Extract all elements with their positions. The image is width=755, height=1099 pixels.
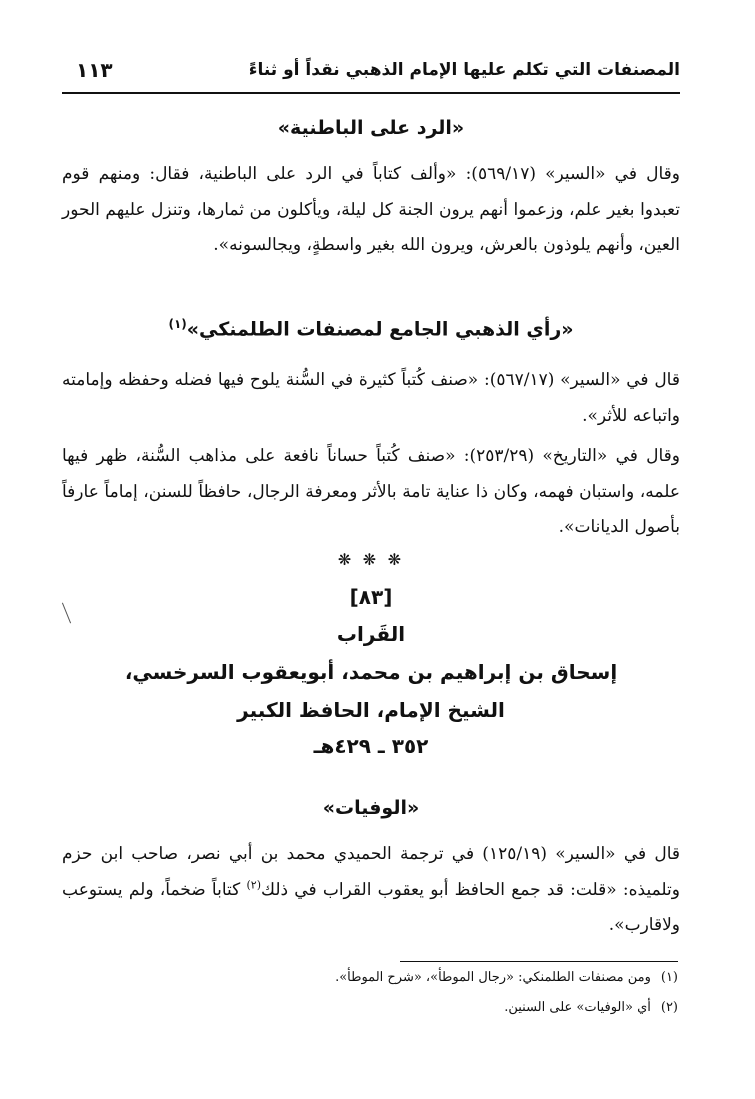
footnote-divider [400, 961, 678, 962]
entry-name: إسحاق بن إبراهيم بن محمد، أبويعقوب السرخسي، [124, 660, 618, 684]
section-separator: ❋ ❋ ❋ [337, 550, 405, 569]
paragraph-batiniyya: وقال في «السير» (٥٦٩/١٧): «وألف كتاباً في الرد على الباطنية، فقال: ومنهم قوم تعبدوا بغير علم، وزعموا أنهم يرون الجنة كل ليلة، ويأكلون من ثمارها، وتنزل عليهم الحور العين، وأنهم يلوذون بالعرش، ويرون الله بغير واسطةٍ، ويجالسونه». [62, 164, 680, 255]
footnote-number: (٢) [660, 1000, 678, 1015]
paragraph-tarikh-talamanki: وقال في «التاريخ» (٢٥٣/٢٩): «صنف كُتباً حساناً نافعة على مذاهب السُّنة، ظهر فيها علمه، واستبان فهمه، وكان ذا عناية تامة بالأثر ومعرفة الرجال، حافظاً للسنن، إماماً عارفاً بأصول الديانات». [62, 446, 680, 537]
footnote-1 [62, 970, 678, 985]
footnote-2 [62, 1000, 678, 1015]
paragraph-text-part2: كتاباً ضخماً، ولم يستوعب ولاقارب». [62, 879, 680, 935]
page-number: ١١٣ [76, 58, 113, 82]
section-heading-batiniyya: «الرد على الباطنية» [277, 117, 465, 139]
entry-title: القَراب [336, 622, 406, 646]
section-heading-wafayat: «الوفيات» [322, 797, 420, 819]
heading-text: «رأي الذهبي الجامع لمصنفات الطلمنكي» [186, 318, 574, 341]
entry-dates: ٣٥٢ ـ ٤٢٩هـ [313, 734, 429, 758]
running-title: المصنفات التي تكلم عليها الإمام الذهبي نقداً أو ثناءً [248, 60, 680, 80]
paragraph-siyar-talamanki: قال في «السير» (٥٦٧/١٧): «صنف كُتباً كثيرة في السُّنة يلوح فيها فضله وحفظه وإمامته واتباعه للأثر». [62, 370, 680, 426]
entry-number: [٨٣] [349, 585, 393, 609]
footnote-ref-1: (١) [168, 317, 187, 331]
footnote-ref-2: (٢) [246, 877, 261, 891]
paragraph-text-part1: قال في «السير» (١٢٥/١٩) في ترجمة الحميدي محمد بن أبي نصر، صاحب ابن حزم وتلميذه: «قلت: قد جمع الحافظ أبو يعقوب القراب في ذلك [62, 844, 680, 900]
footnote-number: (١) [660, 970, 678, 985]
paragraph-wafayat [62, 837, 680, 944]
section-heading-talamanki [62, 317, 680, 340]
footnote-text: ومن مصنفات الطلمنكي: «رجال الموطأ»، «شرح الموطأ». [335, 970, 651, 985]
footnote-text: أي «الوفيات» على السنين. [504, 1000, 651, 1015]
page-header [62, 58, 680, 94]
entry-epithet: الشيخ الإمام، الحافظ الكبير [237, 698, 505, 722]
